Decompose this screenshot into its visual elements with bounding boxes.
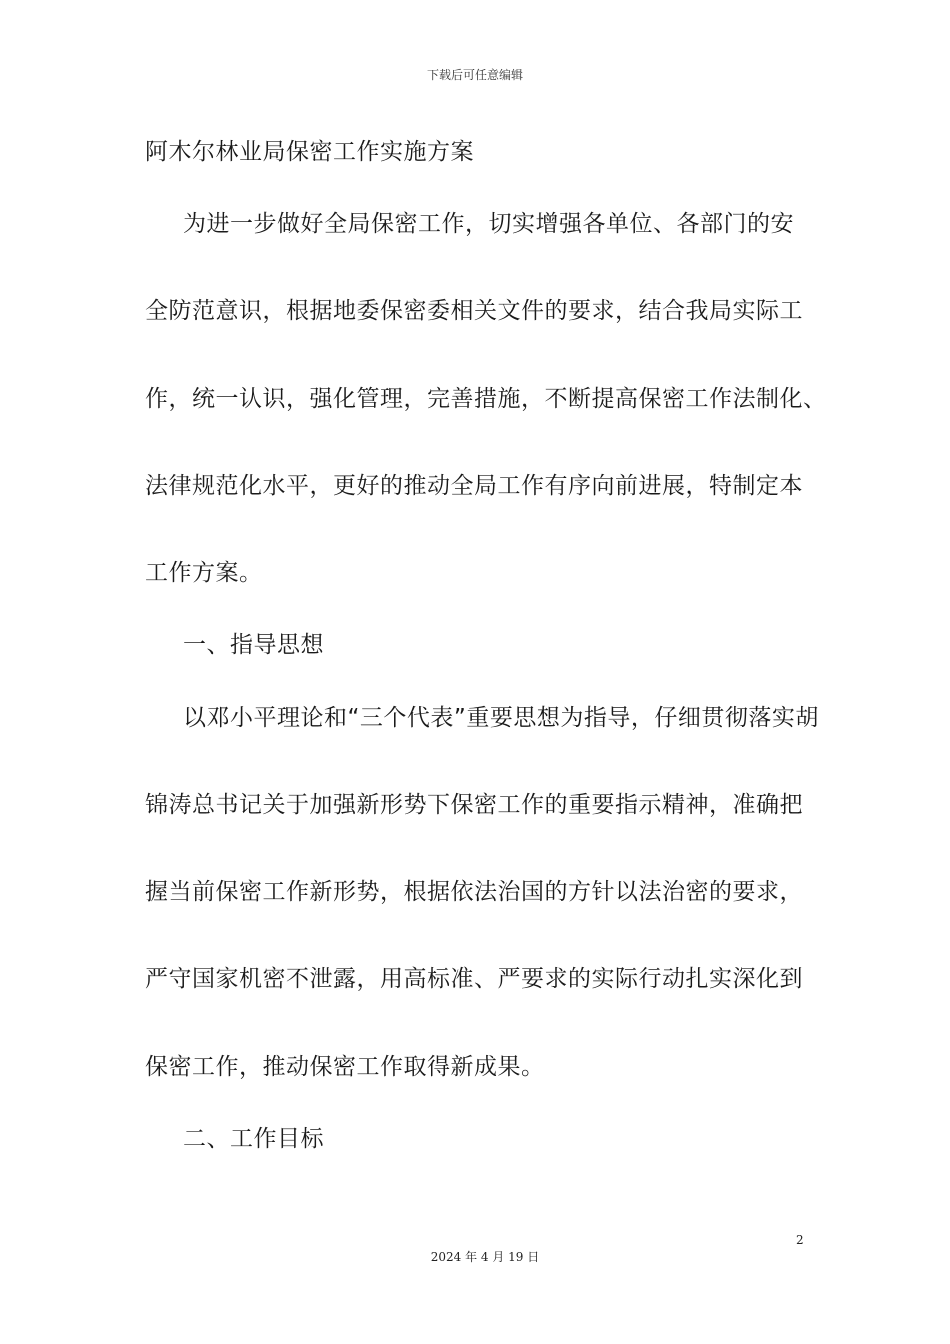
paragraph-line: 法律规范化水平，更好的推动全局工作有序向前进展，特制定本 — [145, 473, 803, 499]
paragraph-line: 握当前保密工作新形势，根据依法治国的方针以法治密的要求， — [145, 879, 803, 905]
section-heading: 一、指导思想 — [183, 632, 324, 658]
paragraph-line: 全防范意识，根据地委保密委相关文件的要求，结合我局实际工 — [145, 298, 803, 324]
paragraph-line: 为进一步做好全局保密工作，切实增强各单位、各部门的安 — [183, 211, 794, 237]
paragraph-line: 保密工作，推动保密工作取得新成果。 — [145, 1054, 545, 1080]
footer-date: 2024 年 4 月 19 日 — [430, 1250, 540, 1264]
paragraph-line: 以邓小平理论和“三个代表”重要思想为指导，仔细贯彻落实胡 — [183, 705, 819, 731]
paragraph-line: 严守国家机密不泄露，用高标准、严要求的实际行动扎实深化到 — [145, 966, 803, 992]
paragraph-line: 工作方案。 — [145, 560, 263, 586]
page-header-note: 下载后可任意编辑 — [426, 68, 523, 82]
document-title: 阿木尔林业局保密工作实施方案 — [145, 139, 474, 165]
page-number: 2 — [796, 1233, 804, 1247]
paragraph-line: 锦涛总书记关于加强新形势下保密工作的重要指示精神，准确把 — [145, 792, 803, 818]
section-heading: 二、工作目标 — [183, 1126, 324, 1152]
paragraph-line: 作，统一认识，强化管理，完善措施，不断提高保密工作法制化、 — [145, 386, 827, 412]
